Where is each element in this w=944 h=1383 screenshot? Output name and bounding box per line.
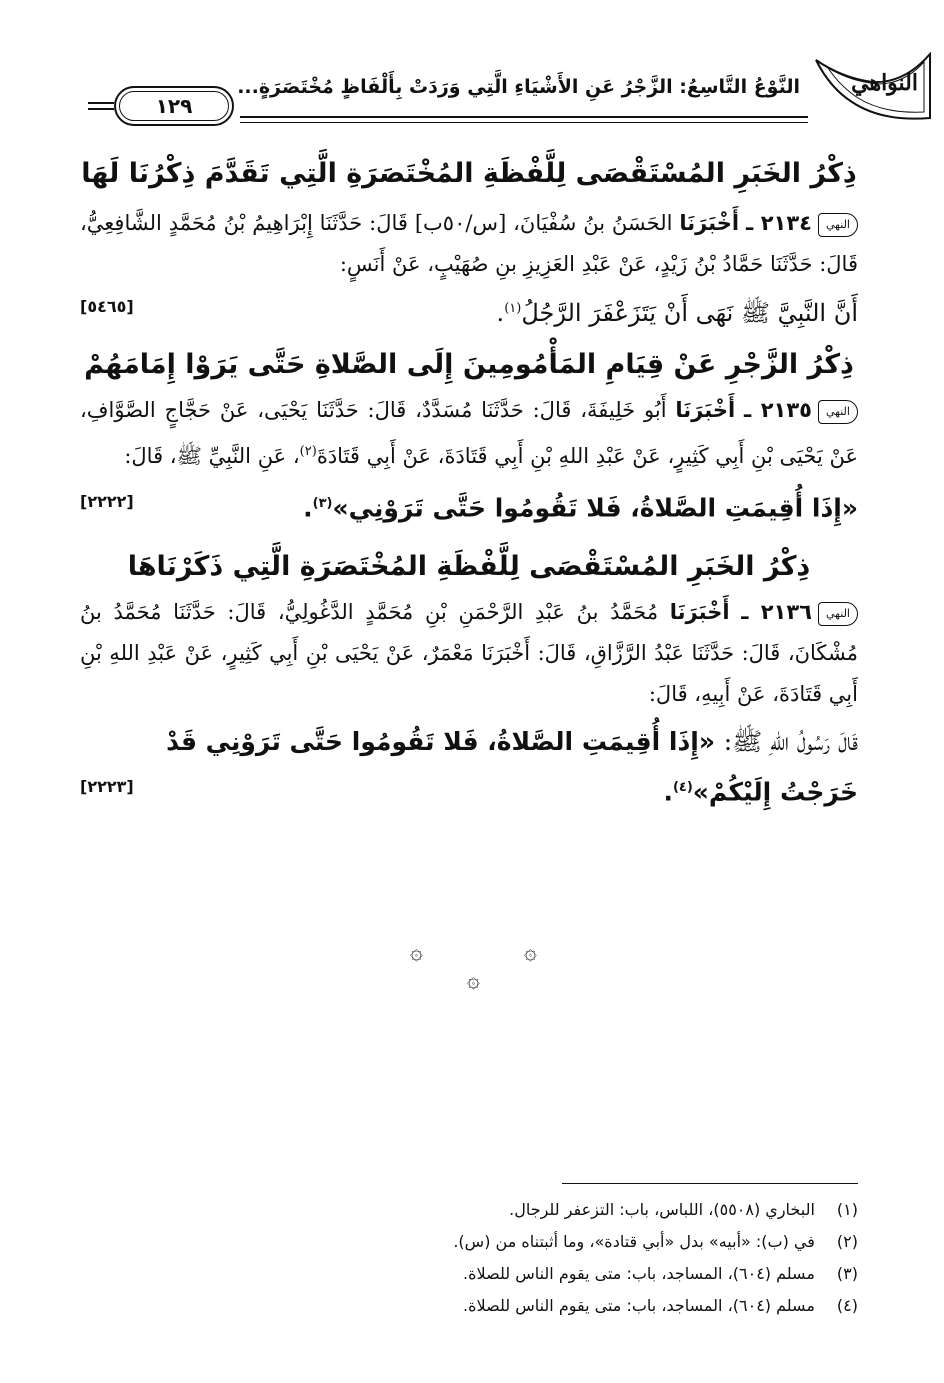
isnad-tail: ، عَنِ النَّبِيِّ ﷺ، قَالَ: xyxy=(124,444,300,468)
hadith-number: ٢١٣٥ ـ xyxy=(744,398,812,422)
matn-text: «إِذَا أُقِيمَتِ الصَّلاةُ، فَلا تَقُومُوا حَتَّى تَرَوْنِي» xyxy=(332,493,858,523)
ornament-icon: ۞ xyxy=(410,940,423,965)
hadith-number: ٢١٣٦ ـ xyxy=(741,600,812,625)
hadith-matn xyxy=(80,287,858,335)
footnote-number: (٣) xyxy=(836,1264,858,1283)
footnote-number: (٤) xyxy=(836,1296,858,1315)
footnote-item xyxy=(78,1194,858,1226)
footnote-item xyxy=(78,1258,858,1290)
ornament-icon: ۞ xyxy=(467,968,480,993)
page-content xyxy=(80,150,858,816)
hadith-matn xyxy=(80,481,858,531)
header-rule-thin xyxy=(240,122,808,123)
ornament-icon: ۞ xyxy=(524,940,537,965)
footnote-ref: (١) xyxy=(504,301,522,316)
matn-lead: قَالَ رَسُولُ اللهِ ﷺ: xyxy=(723,727,858,757)
isnad-text: الحَسَنُ بنُ سُفْيَانَ، [س/٥٠ب] قَالَ: حَدَّثَنَا إِبْرَاهِيمُ بْنُ مُحَمَّدٍ الشَّافِعِيُّ، قَالَ: حَدَّثَنَا حَمَّادُ بْنُ زَيْدٍ، عَنْ عَبْدِ العَزِيزِ بنِ صُهَيْبٍ، عَنْ أَنَسٍ: xyxy=(80,211,858,276)
footnote-text: في (ب): «أبيه» بدل «أبي قتادة»، وما أثبتناه من (س). xyxy=(453,1232,815,1251)
section-heading: ذِكْرُ الزَّجْرِ عَنْ قِيَامِ المَأْمُومِينَ إِلَى الصَّلاةِ حَتَّى يَرَوْا إِمَامَهُمْ xyxy=(84,349,854,380)
footnote-text: البخاري (٥٥٠٨)، اللباس، باب: التزعفر للرجال. xyxy=(509,1200,815,1219)
hadith-isnad xyxy=(80,390,858,477)
isnad-text: مُحَمَّدُ بنُ عَبْدِ الرَّحْمَنِ بْنِ مُحَمَّدٍ الدَّغُولِيُّ، قَالَ: حَدَّثَنَا مُحَمَّدُ بنُ مُشْكَانَ، قَالَ: حَدَّثَنَا عَبْدُ الرَّزَّاقِ، قَالَ: أَخْبَرَنَا مَعْمَرٌ، عَنْ يَحْيَى بْنِ أَبِي كَثِيرٍ، عَنْ عَبْدِ اللهِ بْنِ أَبِي قَتَادَةَ، عَنْ أَبِيهِ، قَالَ: xyxy=(80,600,858,707)
nahy-icon: النهي xyxy=(818,602,858,626)
footnote-separator xyxy=(562,1183,858,1184)
nahy-icon: النهي xyxy=(818,213,858,237)
footnote-text: مسلم (٦٠٤)، المساجد، باب: متى يقوم الناس للصلاة. xyxy=(463,1264,815,1283)
running-title: النَّوْعُ التَّاسِعُ: الزَّجْرُ عَنِ الأَشْيَاءِ الَّتِي وَرَدَتْ بِأَلْفَاظٍ مُخْتَصَرَةٍ... xyxy=(237,76,800,98)
header-rule xyxy=(240,116,808,118)
footnote-ref: (٣) xyxy=(312,496,333,511)
chapter-label: النواهي xyxy=(851,70,918,96)
matn-text: أَنَّ النَّبِيَّ ﷺ نَهَى أَنْ يَتَزَعْفَرَ الرَّجُلُ xyxy=(521,299,858,327)
footnote-number: (١) xyxy=(836,1200,858,1219)
isnad-text: أَبُو خَلِيفَةَ، قَالَ: حَدَّثَنَا مُسَدَّدٌ، قَالَ: حَدَّثَنَا يَحْيَى، عَنْ حَجَّاجٍ الصَّوَّافِ، عَنْ يَحْيَى بْنِ أَبِي كَثِيرٍ، عَنْ عَبْدِ اللهِ بْنِ أَبِي قَتَادَةَ، عَنْ أَبِي قَتَادَةَ xyxy=(80,398,858,468)
matn-text: «إِذَا أُقِيمَتِ الصَّلاةُ، فَلا تَقُومُوا حَتَّى تَرَوْنِي قَدْ خَرَجْتُ إِلَيْكُمْ» xyxy=(166,727,858,807)
nahy-icon: النهي xyxy=(818,400,858,424)
footnote-number: (٢) xyxy=(836,1232,858,1251)
footnote-ref: (٤) xyxy=(672,780,693,796)
section-heading: ذِكْرُ الخَبَرِ المُسْتَقْصَى لِلَّفْظَةِ المُخْتَصَرَةِ الَّتِي تَقَدَّمَ ذِكْرُنَا لَهَا xyxy=(81,158,857,189)
hadith-matn xyxy=(80,719,858,815)
footnote-text: مسلم (٦٠٤)، المساجد، باب: متى يقوم الناس للصلاة. xyxy=(463,1296,815,1315)
hadith-ref: [٢٢٢٣] xyxy=(80,776,134,796)
akhbarana: أَخْبَرَنَا xyxy=(675,398,736,422)
akhbarana: أَخْبَرَنَا xyxy=(679,211,740,235)
page-number: ١٢٩ xyxy=(114,86,234,126)
matn-end: . xyxy=(663,777,673,807)
footnote-item xyxy=(78,1290,858,1322)
footnotes xyxy=(78,1194,858,1322)
footnote-ref: (٢) xyxy=(299,444,317,459)
akhbarana: أَخْبَرَنَا xyxy=(669,600,730,625)
hadith-isnad xyxy=(80,592,858,715)
chapter-corner-ornament xyxy=(812,52,932,122)
page-header xyxy=(70,52,932,130)
hadith-ref: [٢٢٢٢] xyxy=(80,492,134,512)
hadith-number: ٢١٣٤ ـ xyxy=(746,211,812,235)
hadith-isnad xyxy=(80,203,858,285)
section-end-ornaments xyxy=(0,938,944,998)
footnote-item xyxy=(78,1226,858,1258)
matn-end: . xyxy=(303,493,313,523)
hadith-ref: [٥٤٦٥] xyxy=(80,297,134,316)
section-heading: ذِكْرُ الخَبَرِ المُسْتَقْصَى لِلَّفْظَةِ المُخْتَصَرَةِ الَّتِي ذَكَرْنَاهَا xyxy=(127,551,811,583)
page-number-rule xyxy=(88,108,114,110)
page-number-rule xyxy=(88,102,114,104)
matn-end: . xyxy=(496,299,505,327)
